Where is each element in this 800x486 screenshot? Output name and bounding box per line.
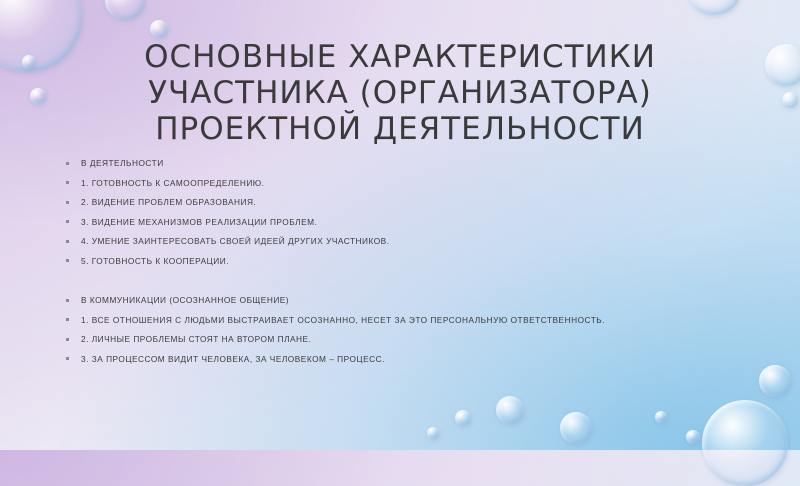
slide-title-line: УЧАСТНИКА (ОРГАНИЗАТОРА) — [148, 74, 652, 111]
water-drop-decoration — [655, 411, 667, 423]
water-drop-decoration — [702, 400, 788, 486]
bullet-item: 1. ГОТОВНОСТЬ К САМООПРЕДЕЛЕНИЮ. — [65, 178, 765, 198]
bullet-item: 3. ВИДЕНИЕ МЕХАНИЗМОВ РЕАЛИЗАЦИИ ПРОБЛЕМ. — [65, 217, 765, 237]
water-drop-decoration — [496, 396, 524, 424]
slide-title-line: ОСНОВНЫЕ ХАРАКТЕРИСТИКИ — [144, 39, 656, 75]
bullet-item: 4. УМЕНИЕ ЗАИНТЕРЕСОВАТЬ СВОЕЙ ИДЕЕЙ ДРУГИХ УЧАСТНИКОВ. — [65, 236, 765, 256]
water-drop-decoration — [22, 55, 36, 69]
bullet-spacer — [65, 276, 765, 296]
slide-title-line: ПРОЕКТНОЙ ДЕЯТЕЛЬНОСТИ — [155, 110, 645, 147]
water-drop-decoration — [686, 430, 700, 444]
bullet-item: 2. ВИДЕНИЕ ПРОБЛЕМ ОБРАЗОВАНИЯ. — [65, 197, 765, 217]
bullet-item: 5. ГОТОВНОСТЬ К КООПЕРАЦИИ. — [65, 256, 765, 276]
bullet-list — [65, 158, 765, 374]
water-drop-decoration — [560, 412, 592, 444]
water-drop-decoration — [782, 92, 798, 108]
water-drop-decoration — [427, 427, 439, 439]
water-drop-decoration — [455, 410, 471, 426]
water-drop-decoration — [688, 0, 740, 15]
bullet-item: В КОММУНИКАЦИИ (ОСОЗНАННОЕ ОБЩЕНИЕ) — [65, 295, 765, 315]
bullet-item: 3. ЗА ПРОЦЕССОМ ВИДИТ ЧЕЛОВЕКА, ЗА ЧЕЛОВЕКОМ – ПРОЦЕСС. — [65, 354, 765, 374]
slide-title — [40, 40, 760, 148]
water-drop-decoration — [765, 44, 800, 86]
bullet-item: 2. ЛИЧНЫЕ ПРОБЛЕМЫ СТОЯТ НА ВТОРОМ ПЛАНЕ. — [65, 334, 765, 354]
water-drop-decoration — [150, 20, 168, 38]
bullet-item: 1. ВСЕ ОТНОШЕНИЯ С ЛЮДЬМИ ВЫСТРАИВАЕТ ОСОЗНАННО, НЕСЕТ ЗА ЭТО ПЕРСОНАЛЬНУЮ ОТВЕТСТВЕННОСТЬ. — [65, 315, 765, 335]
bullet-item: В ДЕЯТЕЛЬНОСТИ — [65, 158, 765, 178]
water-drop-decoration — [105, 0, 145, 20]
